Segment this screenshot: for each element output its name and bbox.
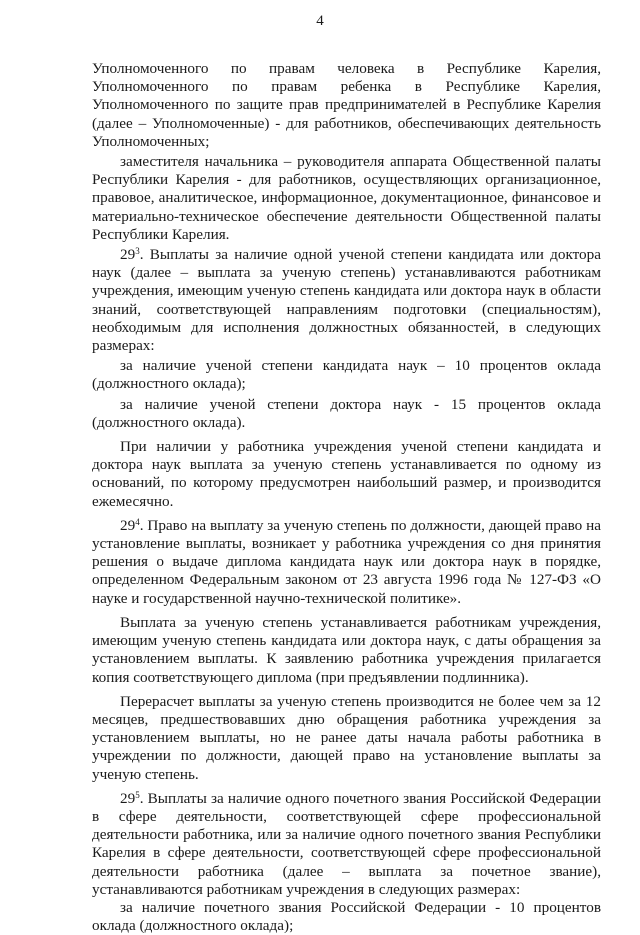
clause-text: . Выплаты за наличие одной ученой степени кандидата или доктора наук (далее – выплата за ученую степень) устанавливаются работникам учреждения, имеющим ученую степень кандидата или доктора наук в области знаний, соответствующей направлениям подготовки (специальностям), необходимым для исполнения должностных обязанностей, в следующих размерах: bbox=[92, 246, 601, 355]
clause-superscript: 3 bbox=[135, 246, 140, 257]
clause-number: 29 bbox=[120, 246, 136, 264]
clause-number: 29 bbox=[120, 516, 136, 534]
paragraph-honorary-title-rf: за наличие почетного звания Российской Федерации - 10 процентов оклада (должностного оклада); bbox=[92, 898, 601, 935]
paragraph-29-3 bbox=[92, 246, 601, 355]
paragraph-29-5 bbox=[92, 790, 601, 899]
clause-text: . Выплаты за наличие одного почетного звания Российской Федерации в сфере деятельности, соответствующей сфере профессиональной деятельности работника, или за наличие одного почетного звания Республики Карелия в сфере деятельности, соответствующей сфере профессиональной деятельности работника (далее – выплата за почетное звание), устанавливаются работникам учреждения в следующих размерах: bbox=[92, 789, 601, 898]
paragraph-recalculation: Перерасчет выплаты за ученую степень производится не более чем за 12 месяцев, предшествовавших дню обращения работника учреждения за установлением выплаты, но не ранее даты начала работы работника в учреждении по должности, дающей право на установление выплаты за ученую степень. bbox=[92, 692, 601, 783]
clause-superscript: 5 bbox=[135, 789, 140, 800]
page-number: 4 bbox=[316, 13, 324, 29]
clause-text: . Право на выплату за ученую степень по должности, дающей право на установление выплаты, возникает у работника учреждения со дня принятия решения о выдаче диплома кандидата наук или доктора наук в порядке, определенном Федеральным законом от 23 августа 1996 года № 127-ФЗ «О науке и государственной научно-технической политике». bbox=[92, 516, 601, 607]
clause-superscript: 4 bbox=[135, 516, 140, 527]
clause-number: 29 bbox=[120, 789, 136, 807]
paragraph-public-chamber: заместителя начальника – руководителя аппарата Общественной палаты Республики Карелия - для работников, осуществляющих организационное, правовое, аналитическое, информационное, документационное, финансовое и материально-техническое обеспечение деятельности Общественной палаты Республики Карелия. bbox=[92, 153, 601, 243]
paragraph-doctor-degree: за наличие ученой степени доктора наук - 15 процентов оклада (должностного оклада). bbox=[92, 395, 601, 431]
paragraph-both-degrees: При наличии у работника учреждения ученой степени кандидата и доктора наук выплата за ученую степень устанавливается по одному из оснований, по которому предусмотрен наибольший размер, и производится ежемесячно. bbox=[92, 438, 601, 510]
paragraph-29-4 bbox=[92, 517, 601, 608]
paragraph-candidate-degree: за наличие ученой степени кандидата наук – 10 процентов оклада (должностного оклада); bbox=[92, 357, 601, 393]
paragraph-degree-payment-set: Выплата за ученую степень устанавливается работникам учреждения, имеющим ученую степень кандидата или доктора наук, с даты обращения за установлением выплаты. К заявлению работника учреждения прилагается копия соответствующего диплома (при предъявлении подлинника). bbox=[92, 613, 601, 686]
paragraph-ombudsmen: Уполномоченного по правам человека в Республике Карелия, Уполномоченного по правам ребенка в Республике Карелия, Уполномоченного по защите прав предпринимателей в Республике Карелия (далее – Уполномоченные) - для работников, обеспечивающих деятельность Уполномоченных; bbox=[92, 60, 601, 150]
document-body bbox=[92, 60, 601, 935]
